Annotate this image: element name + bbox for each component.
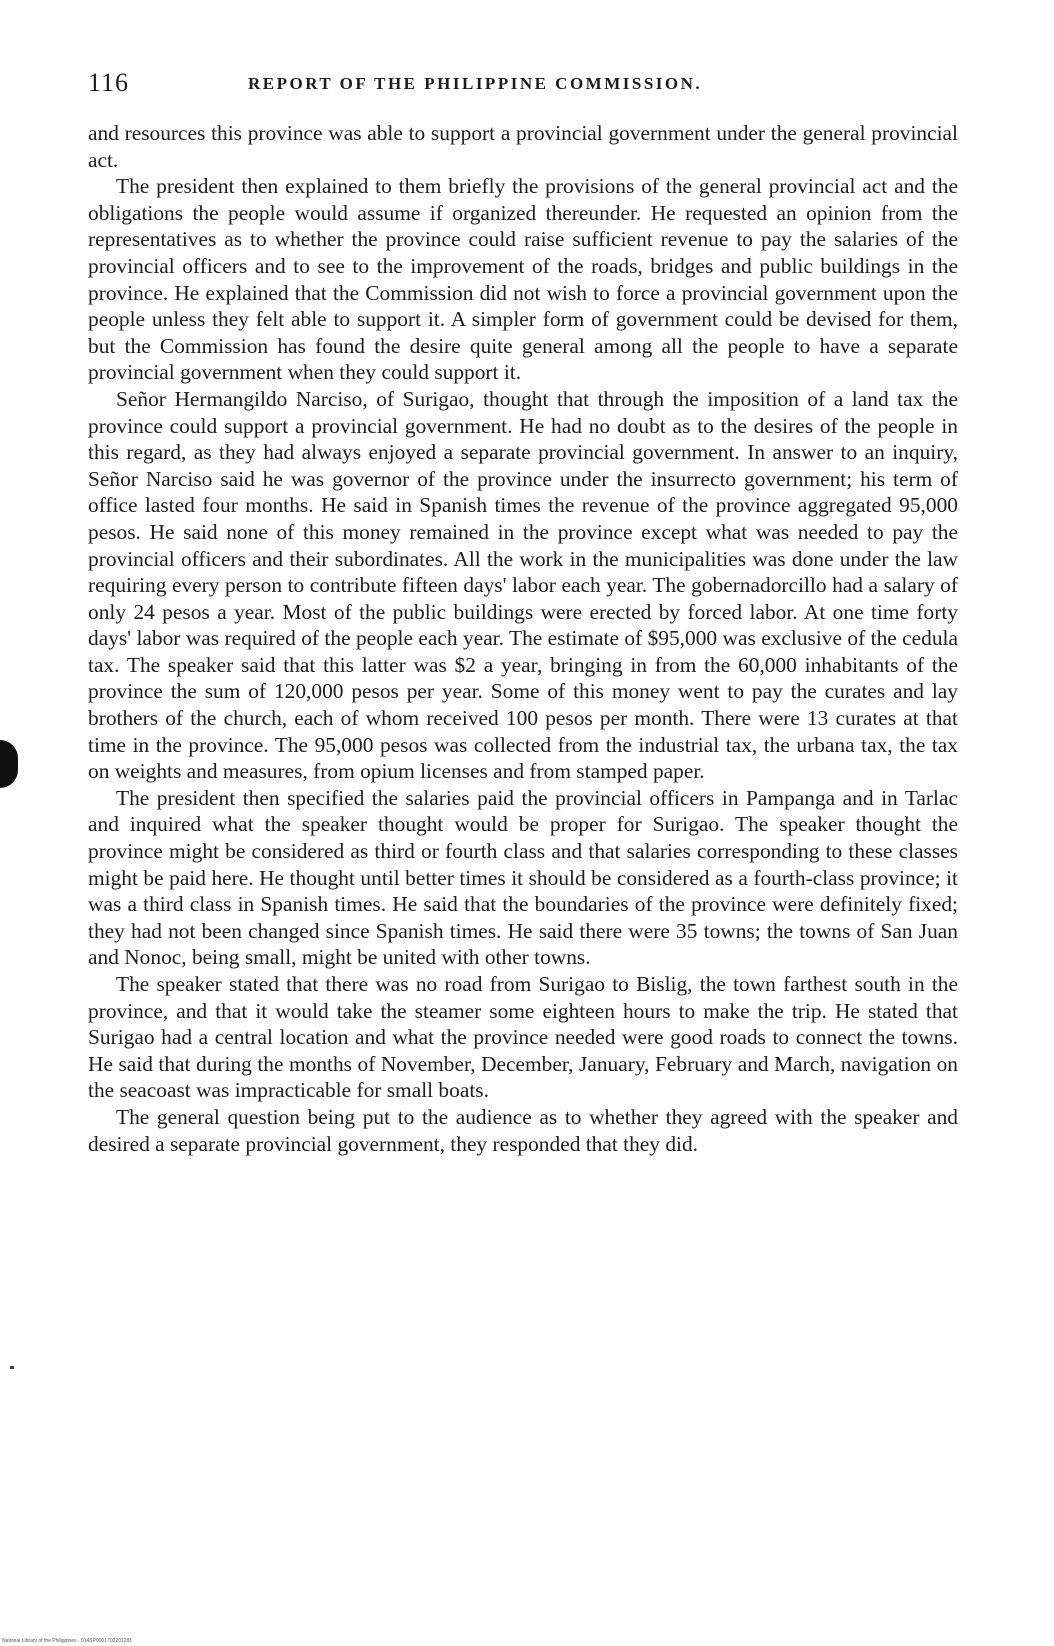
scan-edge-artifact [0, 740, 18, 788]
page-header [88, 68, 968, 100]
paragraph-narciso-testimony: Señor Hermangildo Narciso, of Surigao, thought that through the imposition of a land tax the province could support a provincial government. He had no doubt as to the desires of the people in this regard, as they had always enjoyed a separate provincial government. In answer to an inquiry, Señor Narciso said he was governor of the province under the insurrecto government; his term of office lasted four months. He said in Spanish times the revenue of the province aggregated 95,000 pesos. He said none of this money remained in the province except what was needed to pay the provincial officers and their subordinates. All the work in the municipalities was done under the law requiring every person to contribute fifteen days' labor each year. The gobernadorcillo had a salary of only 24 pesos a year. Most of the public buildings were erected by forced labor. At one time forty days' labor was required of the people each year. The estimate of $95,000 was exclusive of the cedula tax. The speaker said that this latter was $2 a year, bringing in from the 60,000 inhabitants of the province the sum of 120,000 pesos per year. Some of this money went to pay the curates and lay brothers of the church, each of whom received 100 pesos per month. There were 13 curates at that time in the province. The 95,000 pesos was collected from the industrial tax, the urbana tax, the tax on weights and measures, from opium licenses and from stamped paper. [88, 386, 958, 784]
running-head: REPORT OF THE PHILIPPINE COMMISSION. [248, 74, 703, 93]
paragraph-president-explanation: The president then explained to them briefly the provisions of the general provincial act and the obligations the people would assume if organized thereunder. He requested an opinion from the representatives as to whether the province could raise sufficient revenue to pay the salaries of the provincial officers and to see to the improvement of the roads, bridges and public buildings in the province. He explained that the Commission did not wish to force a provincial government upon the people unless they felt able to support it. A simpler form of government could be devised for them, but the Commission has found the desire quite general among all the people to have a separate provincial government when they could support it. [88, 174, 958, 385]
body-text [88, 120, 958, 1157]
scan-footer: National Library of the Philippines · 014SP0001702201281 [2, 1638, 133, 1644]
paragraph-audience-response: The general question being put to the audience as to whether they agreed with the speaker and desired a separate provincial government, they responded that they did. [88, 1104, 958, 1156]
paragraph-roads: The speaker stated that there was no road from Surigao to Bislig, the town farthest south in the province, and that it would take the steamer some eighteen hours to make the trip. He stated that Surigao had a central location and what the province needed were good roads to connect the towns. He said that during the months of November, December, January, February and March, navigation on the seacoast was impracticable for small boats. [88, 972, 958, 1103]
scan-dust-mark [10, 1366, 14, 1369]
paragraph-continued: and resources this province was able to support a provincial government under the general provincial act. [88, 121, 958, 172]
page-number: 116 [88, 68, 130, 97]
paragraph-salaries: The president then specified the salaries paid the provincial officers in Pampanga and in Tarlac and inquired what the speaker thought would be proper for Surigao. The speaker thought the province might be considered as third or fourth class and that salaries corresponding to these classes might be paid here. He thought until better times it should be considered as a fourth-class province; it was a third class in Spanish times. He said that the boundaries of the province were definitely fixed; they had not been changed since Spanish times. He said there were 35 towns; the towns of San Juan and Nonoc, being small, might be united with other towns. [88, 785, 958, 970]
